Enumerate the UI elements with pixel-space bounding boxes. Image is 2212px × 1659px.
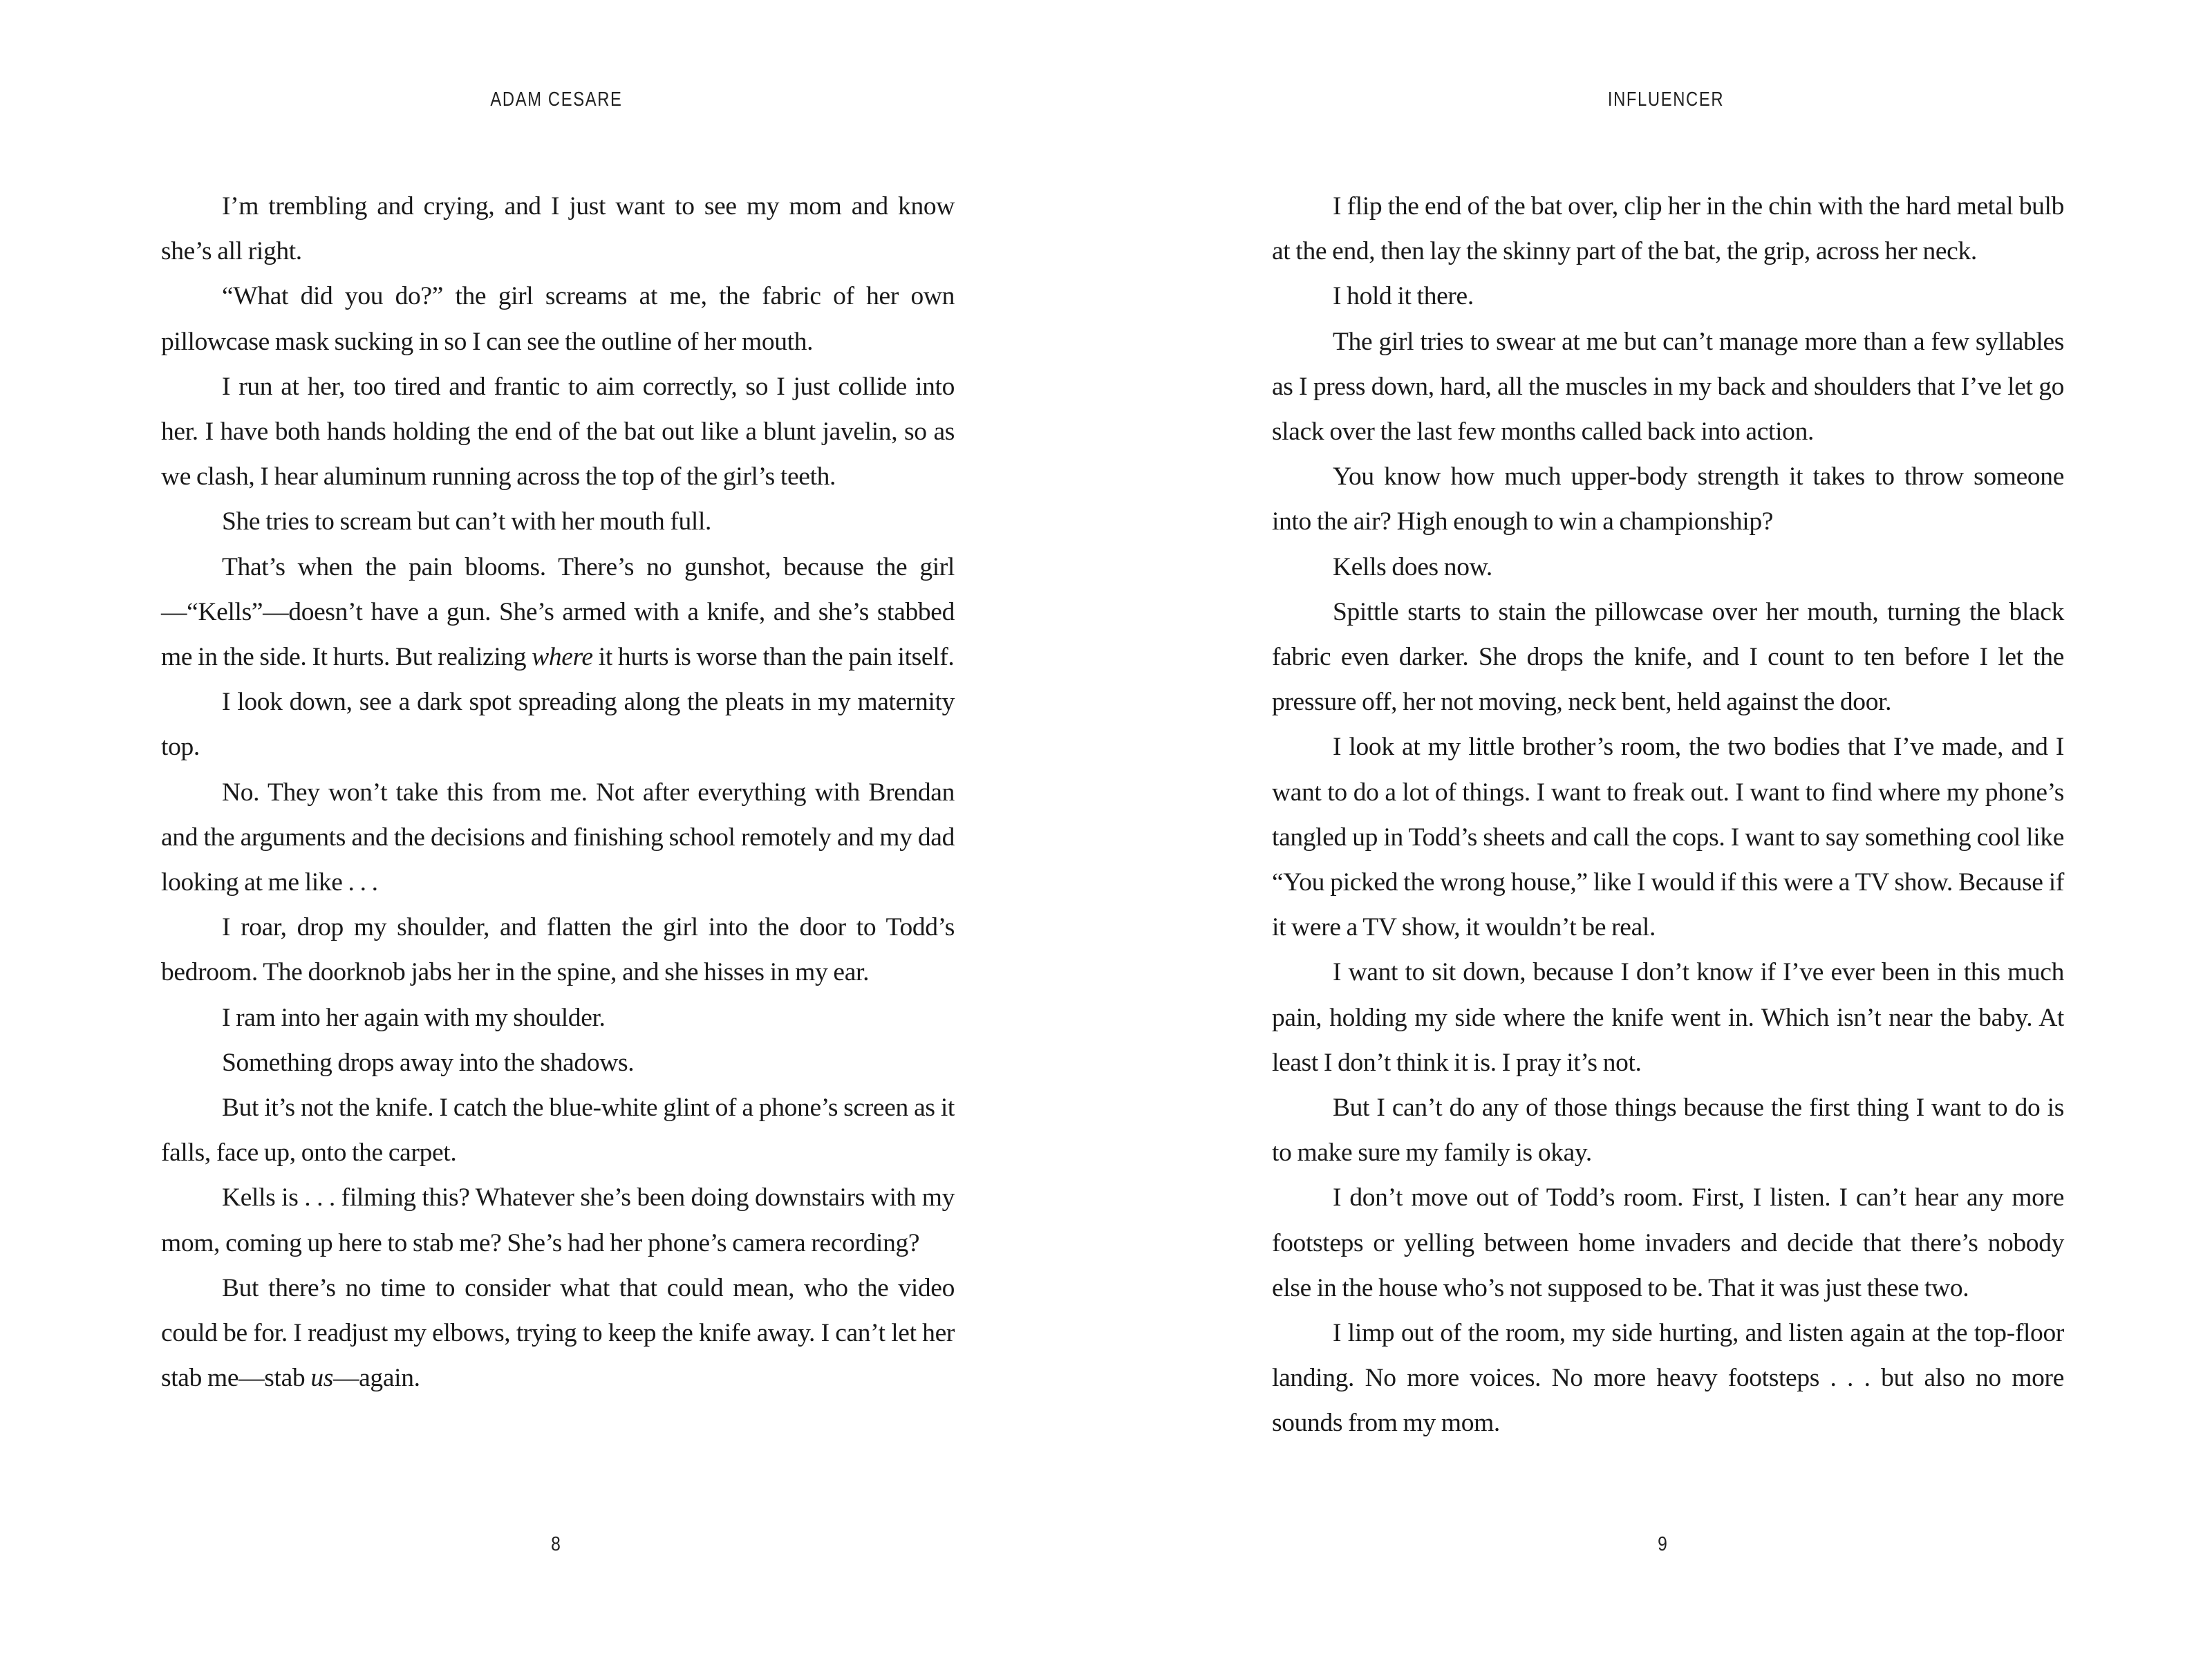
text-run: I look at my little brother’s room, the two bodies that I’ve made, and I want to do a lot of things. I want to freak out. I want to find where my phone’s tangled up in Todd’s sheets and call the cops. I want to say something cool like “You picked the wrong house,” like I would if this were a TV show. Because if it were a TV show, it wouldn’t be real.	[1272, 733, 2064, 942]
paragraph	[161, 1085, 955, 1175]
paragraph	[161, 1040, 955, 1085]
paragraph	[161, 499, 955, 544]
paragraph	[1272, 590, 2064, 725]
body-text	[161, 184, 955, 1400]
paragraph	[1272, 1175, 2064, 1311]
text-run: You know how much upper-body strength it takes to throw someone into the air? High enough to win a championship?	[1272, 462, 2064, 536]
paragraph	[1272, 184, 2064, 274]
text-run: I hold it there.	[1333, 282, 1474, 311]
text-run: She tries to scream but can’t with her mouth full.	[222, 507, 712, 536]
text-run: That’s when the pain blooms. There’s no gunshot, because the girl—“Kells”—doesn’t have a gun. She’s armed with a knife, and she’s stabbed me in the side. It hurts. But realizing	[161, 552, 955, 672]
running-head-title: INFLUENCER	[1607, 88, 1725, 111]
text-run: I run at her, too tired and frantic to aim correctly, so I just collide into her. I have both hands holding the end of the bat out like a blunt javelin, so as we clash, I hear aluminum running across the top of the girl’s teeth.	[161, 372, 955, 491]
text-run: I look down, see a dark spot spreading along the pleats in my maternity top.	[161, 688, 955, 762]
text-run: I want to sit down, because I don’t know if I’ve ever been in this much pain, holding my side where the knife went in. Which isn’t near the baby. At least I don’t think it is. I pray it’s not.	[1272, 958, 2064, 1077]
running-head-author: ADAM CESARE	[490, 88, 623, 111]
paragraph	[161, 1175, 955, 1265]
paragraph	[1272, 1085, 2064, 1175]
paragraph	[1272, 950, 2064, 1085]
paragraph	[1272, 724, 2064, 950]
text-run: But I can’t do any of those things because the first thing I want to do is to make sure my family is okay.	[1272, 1094, 2064, 1168]
text-run: I don’t move out of Todd’s room. First, I listen. I can’t hear any more footsteps or yelling between home invaders and decide that there’s nobody else in the house who’s not supposed to be. That it was just these two.	[1272, 1183, 2064, 1302]
paragraph	[161, 905, 955, 995]
paragraph	[1272, 274, 2064, 319]
text-run: The girl tries to swear at me but can’t manage more than a few syllables as I press down, hard, all the muscles in my back and shoulders that I’ve let go slack over the last few months called back into action.	[1272, 327, 2064, 447]
page-number: 8	[551, 1533, 561, 1555]
paragraph	[161, 184, 955, 274]
paragraph	[161, 364, 955, 500]
text-run: I’m trembling and crying, and I just want to see my mom and know she’s all right.	[161, 192, 955, 266]
paragraph	[161, 545, 955, 680]
paragraph	[161, 770, 955, 906]
page-number: 9	[1658, 1533, 1667, 1555]
text-run: “What did you do?” the girl screams at me, the fabric of her own pillowcase mask sucking in so I can see the outline of her mouth.	[161, 282, 955, 356]
text-run: Kells is . . . filming this? Whatever she’s been doing downstairs with my mom, coming up here to stab me? She’s had her phone’s camera recording?	[161, 1183, 955, 1257]
paragraph	[1272, 1311, 2064, 1446]
text-run: Spittle starts to stain the pillowcase over her mouth, turning the black fabric even darker. She drops the knife, and I count to ten before I let the pressure off, her not moving, neck bent, held against the door.	[1272, 597, 2064, 717]
text-run: I roar, drop my shoulder, and flatten the girl into the door to Todd’s bedroom. The doorknob jabs her in the spine, and she hisses in my ear.	[161, 913, 955, 987]
text-run: Something drops away into the shadows.	[222, 1048, 635, 1077]
paragraph	[1272, 454, 2064, 544]
paragraph	[1272, 545, 2064, 590]
text-run: Kells does now.	[1333, 552, 1492, 581]
text-run: I ram into her again with my shoulder.	[222, 1003, 606, 1032]
text-run: it hurts is worse than the pain itself.	[592, 643, 955, 672]
text-run: But it’s not the knife. I catch the blue-white glint of a phone’s screen as it falls, face up, onto the carpet.	[161, 1094, 955, 1168]
paragraph	[161, 274, 955, 364]
text-run: But there’s no time to consider what that could mean, who the video could be for. I readjust my elbows, trying to keep the knife away. I can’t let her stab me—stab	[161, 1273, 955, 1393]
paragraph	[161, 1266, 955, 1401]
paragraph	[161, 679, 955, 769]
paragraph	[1272, 319, 2064, 455]
paragraph	[161, 995, 955, 1040]
right-page	[1106, 0, 2212, 1659]
italic-emphasis: where	[532, 643, 593, 672]
text-run: I limp out of the room, my side hurting, and listen again at the top-floor landing. No more voices. No more heavy footsteps . . . but also no more sounds from my mom.	[1272, 1319, 2064, 1438]
italic-emphasis: us	[310, 1364, 333, 1393]
text-run: I flip the end of the bat over, clip her in the chin with the hard metal bulb at the end, then lay the skinny part of the bat, the grip, across her neck.	[1272, 192, 2064, 266]
text-run: No. They won’t take this from me. Not after everything with Brendan and the arguments and the decisions and finishing school remotely and my dad looking at me like . . .	[161, 778, 955, 897]
body-text	[1272, 184, 2064, 1446]
text-run: —again.	[332, 1364, 420, 1393]
